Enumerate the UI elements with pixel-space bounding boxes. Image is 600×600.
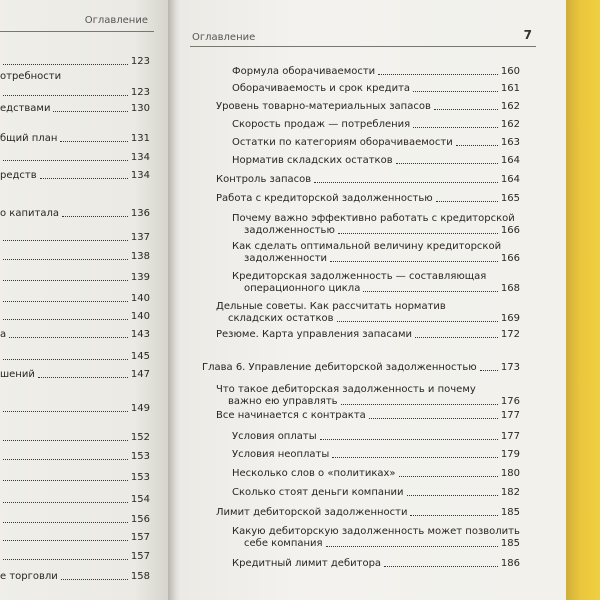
right-page-header: Оглавление (192, 32, 256, 43)
left-toc-line (0, 510, 150, 526)
toc-entry-page: 163 (500, 137, 520, 148)
toc-entry-title: Кредитный лимит дебитора (232, 558, 382, 569)
toc-entry (232, 241, 520, 265)
toc-entry-title-line1: Кредиторская задолженность — составляющая (232, 271, 487, 282)
toc-entry-title: Условия неоплаты (232, 449, 330, 460)
left-toc-line (0, 67, 150, 83)
left-toc-line (0, 428, 150, 444)
right-header-rule (190, 46, 536, 47)
dot-leader (60, 141, 128, 142)
toc-entry-title: задолженностью (244, 225, 335, 236)
dot-leader (3, 411, 128, 412)
toc-entry-page: 165 (500, 193, 520, 204)
dot-leader (3, 64, 128, 65)
dot-leader (9, 337, 128, 338)
dot-leader (3, 480, 128, 481)
toc-entry (232, 468, 520, 480)
toc-entry (232, 155, 520, 167)
left-toc-line-page: 153 (130, 451, 150, 462)
dot-leader (396, 163, 498, 164)
toc-entry-page: 161 (500, 83, 520, 94)
toc-entry-title-line1: Что такое дебиторская задолженность и почему (216, 384, 476, 395)
toc-entry-page: 185 (500, 538, 520, 549)
left-toc-line (0, 166, 150, 182)
dot-leader (3, 540, 128, 541)
toc-chapter-entry (202, 362, 520, 374)
left-toc-line-page: 123 (130, 56, 150, 67)
toc-entry-page: 160 (500, 66, 520, 77)
dot-leader (456, 145, 498, 146)
left-toc-line-page: 131 (130, 133, 150, 144)
page-number: 7 (523, 28, 532, 42)
toc-entry-title: Глава 6. Управление дебиторской задолженностью (202, 362, 477, 373)
toc-entry-title-line1: Почему важно эффективно работать с кредиторской (232, 213, 515, 224)
dot-leader (480, 370, 498, 371)
toc-entry (232, 526, 520, 550)
left-toc-line (0, 468, 150, 484)
dot-leader (3, 301, 128, 302)
toc-entry-page: 166 (500, 225, 520, 236)
toc-entry-page: 180 (500, 468, 520, 479)
left-toc-line (0, 528, 150, 544)
dot-leader (3, 459, 128, 460)
dot-leader (330, 261, 498, 262)
dot-leader (415, 337, 498, 338)
toc-entry-title: Условия оплаты (232, 431, 317, 442)
left-toc-line-title: едствами (0, 103, 51, 114)
dot-leader (399, 476, 498, 477)
toc-entry (216, 174, 520, 186)
toc-entry-page: 166 (500, 253, 520, 264)
dot-leader (363, 291, 498, 292)
left-toc-line-page: 154 (130, 494, 150, 505)
toc-entry-page: 173 (500, 362, 520, 373)
toc-entry-title: Все начинается с контракта (216, 410, 366, 421)
left-toc-line (0, 129, 150, 145)
toc-entry-page: 168 (500, 283, 520, 294)
left-toc-line-page: 134 (130, 152, 150, 163)
left-toc-line-title: а (0, 329, 7, 340)
toc-entry (232, 137, 520, 149)
left-toc-line-page: 152 (130, 432, 150, 443)
toc-entry-page: 182 (500, 487, 520, 498)
left-toc-line-title: отребности (0, 71, 62, 82)
dot-leader (337, 321, 498, 322)
left-toc-line (0, 268, 150, 284)
left-toc-line-page: 156 (130, 514, 150, 525)
toc-entry-title: Оборачиваемость и срок кредита (232, 83, 411, 94)
toc-entry (216, 507, 520, 519)
dot-leader (3, 559, 128, 560)
left-toc-line-page: 145 (130, 351, 150, 362)
toc-entry (216, 193, 520, 205)
left-toc-line (0, 490, 150, 506)
toc-entry (232, 271, 520, 295)
toc-entry (232, 487, 520, 499)
toc-entry-title: Работа с кредиторской задолженностью (216, 193, 433, 204)
left-toc-line (0, 289, 150, 305)
left-toc-line (0, 567, 150, 583)
left-toc-line (0, 365, 150, 381)
dot-leader (38, 377, 128, 378)
toc-entry-title: Скорость продаж — потребления (232, 119, 411, 130)
left-toc-line (0, 99, 150, 115)
toc-entry (216, 410, 520, 422)
dot-leader (3, 440, 128, 441)
toc-entry-page: 186 (500, 558, 520, 569)
toc-entry-title-line1: Как сделать оптимальной величину кредиторской (232, 241, 502, 252)
dot-leader (40, 178, 128, 179)
left-toc-line-page: 136 (130, 208, 150, 219)
left-page-header: Оглавление (84, 15, 148, 26)
left-toc-line (0, 399, 150, 415)
toc-entry-page: 169 (500, 313, 520, 324)
left-toc-line (0, 148, 150, 164)
left-toc-line-page: 143 (130, 329, 150, 340)
dot-leader (62, 216, 128, 217)
left-toc-line-page: 139 (130, 272, 150, 283)
toc-entry (232, 213, 520, 237)
left-toc-line-page: 157 (130, 532, 150, 543)
toc-entry-title: важно ею управлять (228, 396, 338, 407)
left-toc-line (0, 247, 150, 263)
dot-leader (436, 201, 498, 202)
left-toc-line-page: 147 (130, 369, 150, 380)
dot-leader (3, 240, 128, 241)
toc-entry-page: 176 (500, 396, 520, 407)
left-toc-line (0, 83, 150, 99)
toc-entry (216, 329, 520, 341)
dot-leader (410, 515, 497, 516)
left-toc-line (0, 447, 150, 463)
toc-entry-title: Формула оборачиваемости (232, 66, 376, 77)
left-toc-line-page: 130 (130, 103, 150, 114)
toc-entry (232, 119, 520, 131)
dot-leader (332, 457, 498, 458)
dot-leader (413, 127, 498, 128)
toc-entry-page: 162 (500, 119, 520, 130)
toc-entry (232, 449, 520, 461)
toc-entry-title: Остатки по категориям оборачиваемости (232, 137, 453, 148)
toc-entry (232, 83, 520, 95)
left-toc-line-page: 158 (130, 571, 150, 582)
toc-entry-title: складских остатков (228, 313, 334, 324)
left-toc-line-page: 137 (130, 232, 150, 243)
toc-entry-title: Лимит дебиторской задолженности (216, 507, 408, 518)
dot-leader (341, 404, 498, 405)
dot-leader (53, 111, 127, 112)
toc-entry-title: Уровень товарно-материальных запасов (216, 101, 431, 112)
toc-entry-title: Сколько стоят деньги компании (232, 487, 404, 498)
toc-entry-page: 179 (500, 449, 520, 460)
dot-leader (434, 109, 498, 110)
dot-leader (3, 95, 128, 96)
toc-entry (232, 66, 520, 78)
dot-leader (3, 319, 128, 320)
toc-entry-title: Несколько слов о «политиках» (232, 468, 396, 479)
left-page (0, 0, 168, 600)
left-toc-line (0, 52, 150, 68)
dot-leader (413, 91, 498, 92)
dot-leader (378, 74, 498, 75)
left-toc-line-page: 153 (130, 472, 150, 483)
left-toc-line-title: бщий план (0, 133, 58, 144)
toc-entry-page: 185 (500, 507, 520, 518)
toc-entry-page: 177 (500, 431, 520, 442)
dot-leader (314, 182, 498, 183)
dot-leader (61, 579, 128, 580)
toc-entry-title: Норматив складских остатков (232, 155, 393, 166)
toc-entry (216, 301, 520, 325)
dot-leader (326, 546, 498, 547)
left-toc-line-page: 149 (130, 403, 150, 414)
left-toc-line-page: 157 (130, 551, 150, 562)
dot-leader (3, 160, 128, 161)
dot-leader (384, 566, 498, 567)
right-page (180, 0, 566, 600)
dot-leader (3, 502, 128, 503)
dot-leader (369, 418, 498, 419)
left-toc-line-page: 123 (130, 87, 150, 98)
left-toc-line-title: редств (0, 170, 37, 181)
dot-leader (3, 522, 128, 523)
toc-entry (232, 558, 520, 570)
toc-entry-page: 177 (500, 410, 520, 421)
left-toc-line (0, 228, 150, 244)
toc-entry-page: 172 (500, 329, 520, 340)
toc-entry (216, 384, 520, 408)
dot-leader (407, 495, 498, 496)
left-toc-line (0, 204, 150, 220)
toc-entry-page: 164 (500, 174, 520, 185)
left-toc-line-page: 140 (130, 311, 150, 322)
toc-entry (216, 101, 520, 113)
left-toc-line-title: шений (0, 369, 35, 380)
toc-entry-title: Контроль запасов (216, 174, 312, 185)
left-toc-line (0, 547, 150, 563)
toc-entry-title: операционного цикла (244, 283, 361, 294)
left-toc-line-title: о капитала (0, 208, 59, 219)
left-toc-line-page: 140 (130, 293, 150, 304)
dot-leader (3, 280, 128, 281)
toc-entry (232, 431, 520, 443)
left-toc-line (0, 347, 150, 363)
left-header-rule (0, 31, 154, 32)
toc-entry-title: задолженности (244, 253, 328, 264)
dot-leader (320, 439, 498, 440)
left-toc-line (0, 307, 150, 323)
toc-entry-page: 162 (500, 101, 520, 112)
dot-leader (338, 233, 498, 234)
dot-leader (3, 359, 128, 360)
toc-entry-page: 164 (500, 155, 520, 166)
left-toc-line-page: 138 (130, 251, 150, 262)
toc-entry-title: Резюме. Карта управления запасами (216, 329, 413, 340)
toc-entry-title-line1: Дельные советы. Как рассчитать норматив (216, 301, 446, 312)
toc-entry-title-line1: Какую дебиторскую задолженность может позволить (232, 526, 520, 537)
left-toc-line-title: е торговли (0, 571, 58, 582)
dot-leader (3, 259, 128, 260)
toc-entry-title: себе компания (244, 538, 323, 549)
left-toc-line (0, 325, 150, 341)
book-cover-edge (566, 0, 600, 600)
left-toc-line-page: 134 (130, 170, 150, 181)
